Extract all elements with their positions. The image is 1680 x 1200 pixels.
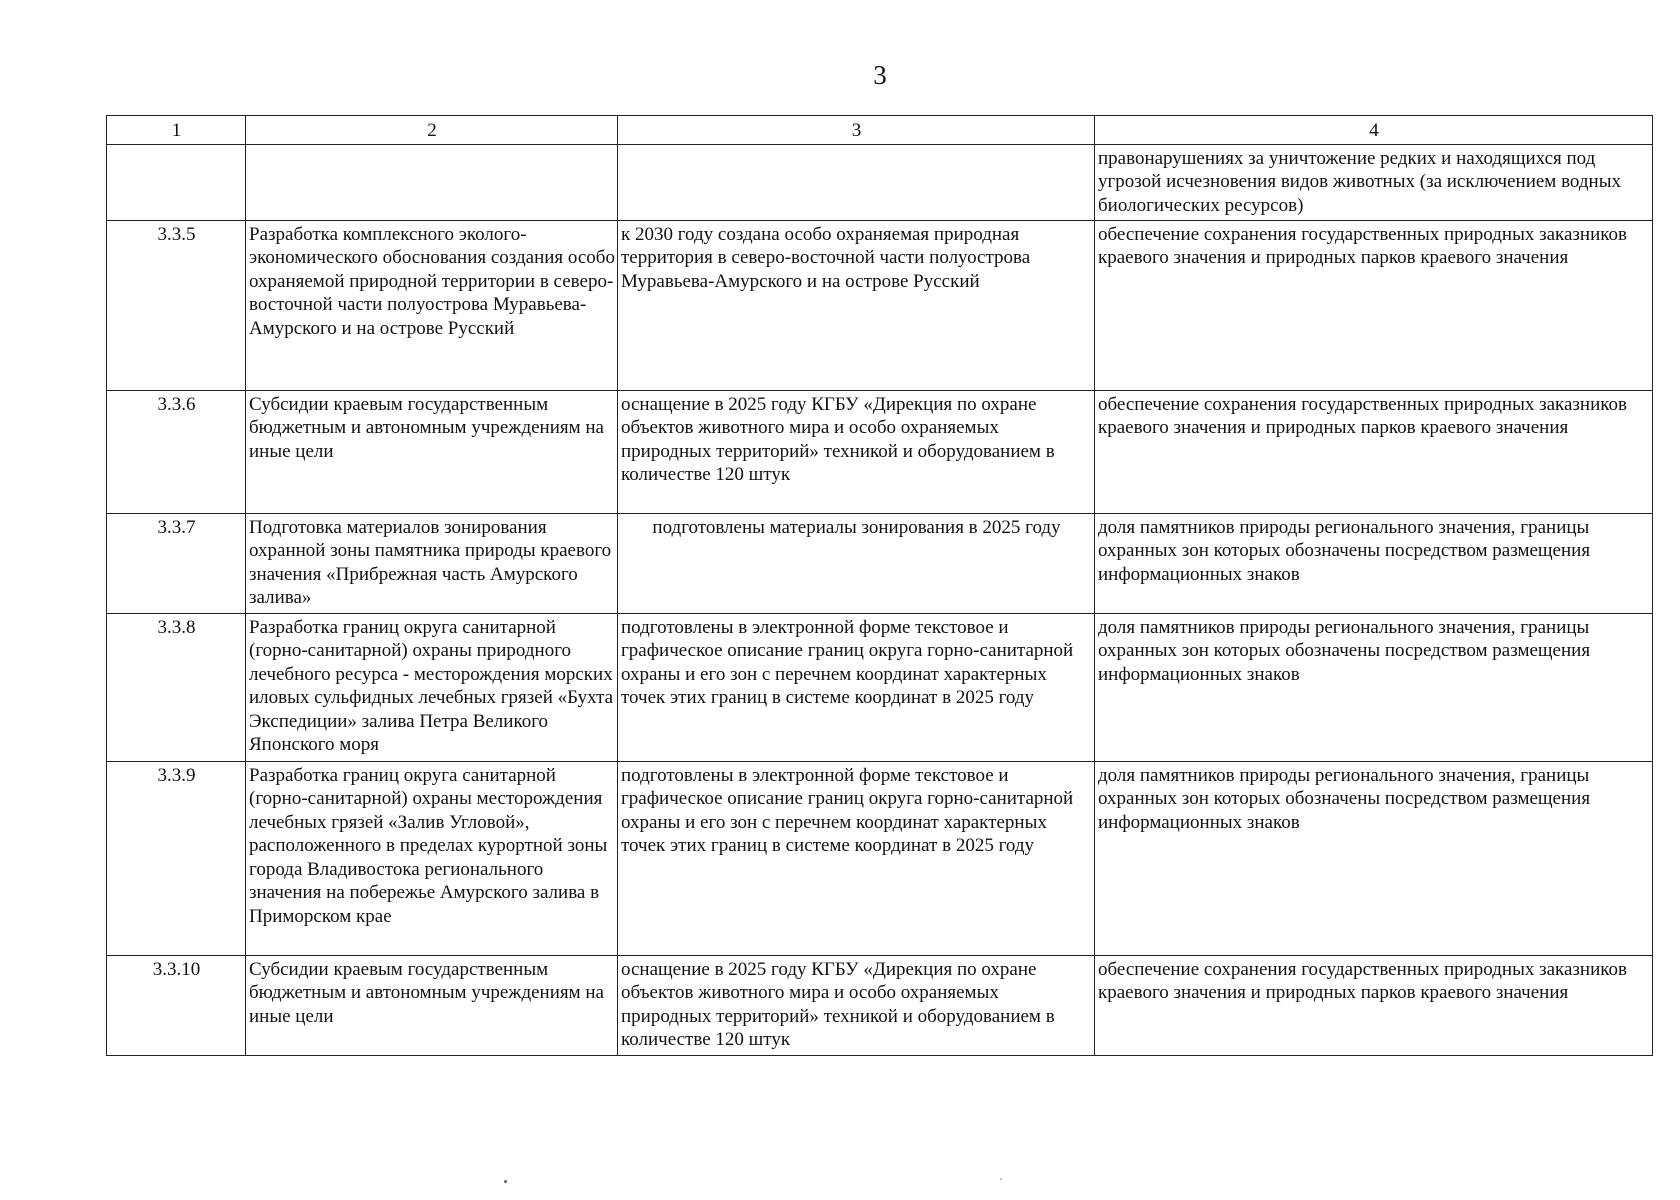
result-cell: оснащение в 2025 году КГБУ «Дирекция по охране объектов животного мира и особо охраняемых природных территорий» техникой и оборудованием в количестве 120 штук <box>618 955 1095 1055</box>
table-row <box>107 390 1653 513</box>
row-number: 3.3.6 <box>107 390 246 513</box>
row-number: 3.3.9 <box>107 761 246 955</box>
table-row <box>107 613 1653 761</box>
indicator-cell: обеспечение сохранения государственных природных заказников краевого значения и природных парков краевого значения <box>1095 220 1653 390</box>
result-cell <box>618 144 1095 220</box>
table-row <box>107 955 1653 1055</box>
header-col-1: 1 <box>107 116 246 145</box>
row-number <box>107 144 246 220</box>
result-cell: подготовлены материалы зонирования в 2025 году <box>618 513 1095 613</box>
result-cell: подготовлены в электронной форме текстовое и графическое описание границ округа горно-санитарной охраны и его зон с перечнем координат характерных точек этих границ в системе координат в 2025 году <box>618 761 1095 955</box>
activity-cell: Разработка границ округа санитарной (горно-санитарной) охраны природного лечебного ресурса - месторождения морских иловых сульфидных лечебных грязей «Бухта Экспедиции» залива Петра Великого Японского моря <box>246 613 618 761</box>
indicator-cell: доля памятников природы регионального значения, границы охранных зон которых обозначены посредством размещения информационных знаков <box>1095 761 1653 955</box>
activity-cell: Субсидии краевым государственным бюджетным и автономным учреждениям на иные цели <box>246 955 618 1055</box>
table-row <box>107 220 1653 390</box>
result-cell: оснащение в 2025 году КГБУ «Дирекция по охране объектов животного мира и особо охраняемых природных территорий» техникой и оборудованием в количестве 120 штук <box>618 390 1095 513</box>
result-cell: к 2030 году создана особо охраняемая природная территория в северо-восточной части полуострова Муравьева-Амурского и на острове Русский <box>618 220 1095 390</box>
indicator-cell: доля памятников природы регионального значения, границы охранных зон которых обозначены посредством размещения информационных знаков <box>1095 513 1653 613</box>
page-number: 3 <box>873 60 887 90</box>
row-number: 3.3.7 <box>107 513 246 613</box>
activity-cell: Разработка границ округа санитарной (горно-санитарной) охраны месторождения лечебных грязей «Залив Угловой», расположенного в пределах курортной зоны города Владивостока регионального значения на побережье Амурского залива в Приморском крае <box>246 761 618 955</box>
scan-speck <box>504 1180 507 1183</box>
table-header-row <box>107 116 1653 145</box>
result-cell: подготовлены в электронной форме текстовое и графическое описание границ округа горно-санитарной охраны и его зон с перечнем координат характерных точек этих границ в системе координат в 2025 году <box>618 613 1095 761</box>
activity-cell <box>246 144 618 220</box>
table-row <box>107 761 1653 955</box>
indicator-cell: доля памятников природы регионального значения, границы охранных зон которых обозначены посредством размещения информационных знаков <box>1095 613 1653 761</box>
scan-speck <box>1000 1178 1002 1180</box>
row-number: 3.3.10 <box>107 955 246 1055</box>
table-row <box>107 144 1653 220</box>
activity-cell: Субсидии краевым государственным бюджетным и автономным учреждениям на иные цели <box>246 390 618 513</box>
row-number: 3.3.8 <box>107 613 246 761</box>
indicator-cell: правонарушениях за уничтожение редких и находящихся под угрозой исчезновения видов животных (за исключением водных биологических ресурсов) <box>1095 144 1653 220</box>
row-number: 3.3.5 <box>107 220 246 390</box>
header-col-2: 2 <box>246 116 618 145</box>
header-col-3: 3 <box>618 116 1095 145</box>
indicator-cell: обеспечение сохранения государственных природных заказников краевого значения и природных парков краевого значения <box>1095 955 1653 1055</box>
table-row <box>107 513 1653 613</box>
indicator-cell: обеспечение сохранения государственных природных заказников краевого значения и природных парков краевого значения <box>1095 390 1653 513</box>
measures-table <box>106 115 1653 1056</box>
header-col-4: 4 <box>1095 116 1653 145</box>
activity-cell: Разработка комплексного эколого-экономического обоснования создания особо охраняемой природной территории в северо-восточной части полуострова Муравьева-Амурского и на острове Русский <box>246 220 618 390</box>
activity-cell: Подготовка материалов зонирования охранной зоны памятника природы краевого значения «Прибрежная часть Амурского залива» <box>246 513 618 613</box>
